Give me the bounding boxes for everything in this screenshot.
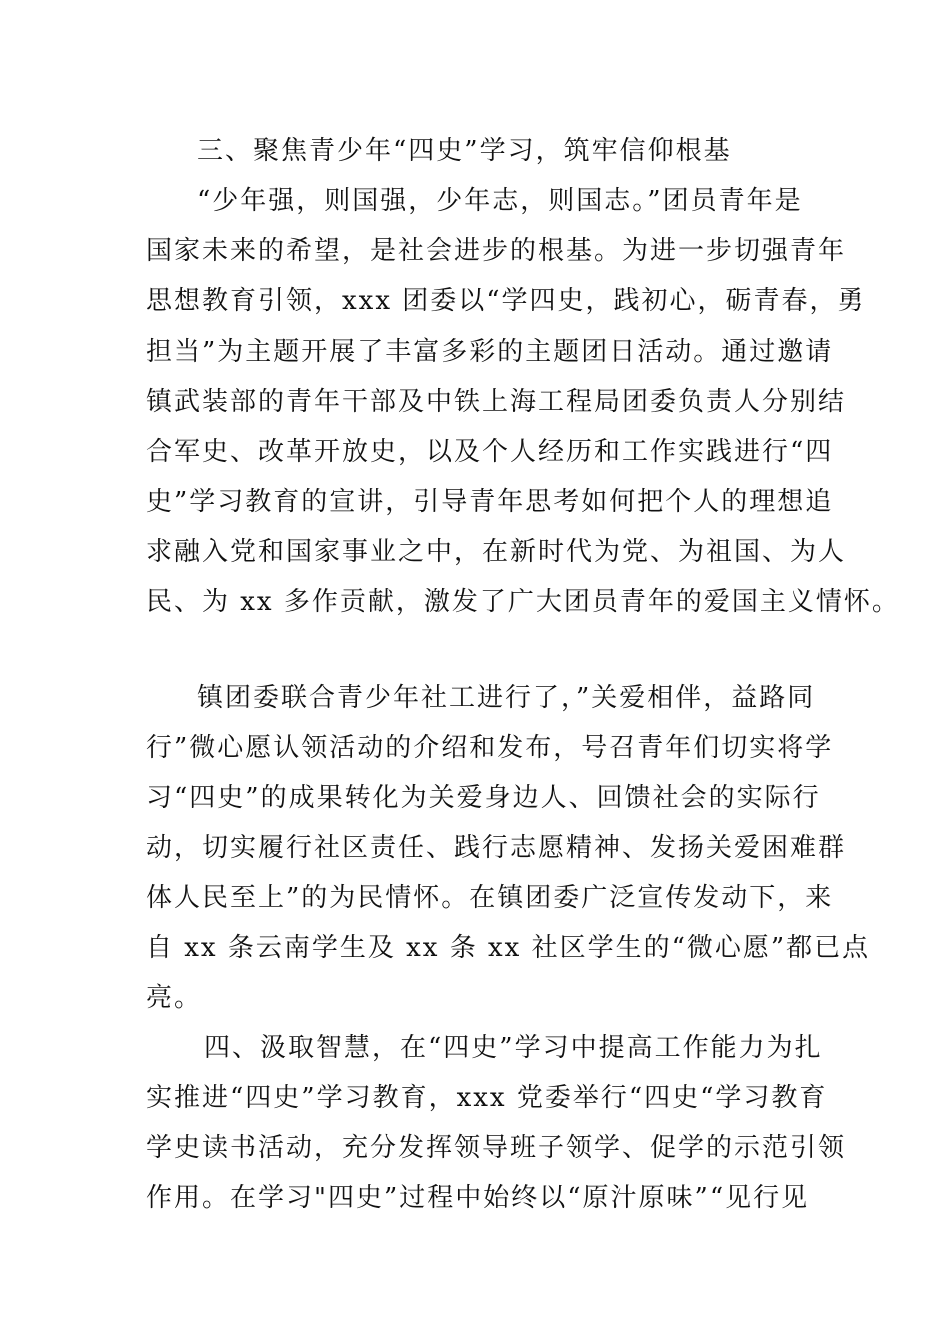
- paragraph-line: 自 xx 条云南学生及 xx 条 xx 社区学生的“微心愿”都已点: [146, 933, 871, 963]
- paragraph-line: 国家未来的希望，是社会进步的根基。为进一步切强青年: [146, 236, 847, 266]
- paragraph-line: 体人民至上”的为民情怀。在镇团委广泛宣传发动下，来: [146, 883, 834, 913]
- paragraph-line: 思想教育引领，xxx 团委以“学四史，践初心，砺青春，勇: [146, 286, 866, 316]
- paragraph-line: 实推进“四史”学习教育，xxx 党委举行“四史“学习教育: [146, 1083, 828, 1113]
- paragraph-line: 亮。: [146, 983, 203, 1013]
- paragraph-line: 镇团委联合青少年社工进行了，”关爱相伴，益路同: [197, 683, 816, 713]
- paragraph-line: 作用。在学习"四史”过程中始终以“原汁原味”“见行见: [146, 1183, 810, 1213]
- paragraph-line: 合军史、改革开放史，以及个人经历和工作实践进行“四: [146, 437, 834, 467]
- paragraph-line: “少年强，则国强，少年志，则国志。”团员青年是: [197, 186, 803, 216]
- paragraph-line: 行”微心愿认领活动的介绍和发布，号召青年们切实将学: [146, 733, 834, 763]
- heading-section-four: 四、汲取智慧，在“四史”学习中提高工作能力为扎: [204, 1033, 823, 1063]
- paragraph-line: 习“四史”的成果转化为关爱身边人、回馈社会的实际行: [146, 783, 821, 813]
- paragraph-line: 学史读书活动，充分发挥领导班子领学、促学的示范引领: [146, 1133, 847, 1163]
- paragraph-line: 动，切实履行社区责任、践行志愿精神、发扬关爱困难群: [146, 833, 847, 863]
- paragraph-line: 求融入党和国家事业之中，在新时代为党、为祖国、为人: [146, 537, 847, 567]
- paragraph-line: 镇武装部的青年干部及中铁上海工程局团委负责人分别结: [146, 387, 847, 417]
- heading-section-three: 三、聚焦青少年“四史”学习，筑牢信仰根基: [197, 136, 732, 166]
- paragraph-line: 担当”为主题开展了丰富多彩的主题团日活动。通过邀请: [146, 337, 834, 367]
- paragraph-line: 史”学习教育的宣讲，引导青年思考如何把个人的理想追: [146, 487, 834, 517]
- paragraph-line: 民、为 xx 多作贡献，激发了广大团员青年的爱国主义情怀。: [146, 587, 900, 617]
